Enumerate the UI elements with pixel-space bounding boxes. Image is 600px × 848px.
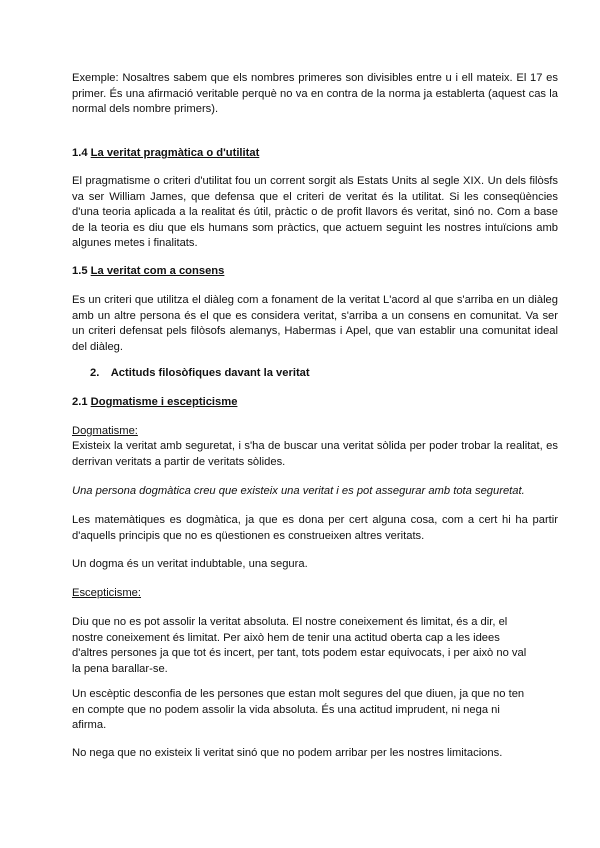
text-line: Un escèptic desconfia de les persones que estan molt segures del que diuen, ja que no ten [72, 688, 525, 700]
section-number: 1.4 [72, 147, 88, 159]
intro-example-paragraph: Exemple: Nosaltres sabem que els nombres primeres son divisibles entre u i ell mateix. El 17 es primer. És una afirmació veritable perquè no va en contra de la norma ja establerta (aquest cas la normal dels nombre primers). [72, 72, 558, 115]
skepticism-body [72, 615, 558, 677]
section-title: Actituds filosòfiques davant la veritat [110, 367, 310, 379]
section-number: 2.1 [72, 396, 88, 408]
section-2-heading [90, 366, 550, 382]
section-title: Dogmatisme i escepticisme [90, 396, 238, 408]
text-line: Diu que no es pot assolir la veritat absoluta. El nostre coneixement és limitat, és a dir, el [72, 616, 508, 628]
text-line: afirma. [72, 719, 107, 731]
dogmatism-example: Una persona dogmàtica creu que existeix una veritat i es pot assegurar amb tota seguretat. [72, 485, 525, 497]
dogma-definition: Un dogma és un veritat indubtable, una segura. [72, 558, 308, 570]
closing-paragraph: No nega que no existeix li veritat sinó que no podem arribar per les nostres limitacions. [72, 747, 503, 759]
section-title: La veritat com a consens [90, 265, 225, 277]
dogmatism-label: Dogmatisme: [72, 425, 138, 437]
section-title: La veritat pragmàtica o d'utilitat [90, 147, 260, 159]
section-2-1-heading [72, 395, 558, 411]
section-1-5-body: Es un criteri que utilitza el diàleg com a fonament de la veritat L'acord al que s'arriba en un diàleg amb un altre persona és el que es considera veritat, s'arriba a un consens en comunitat. Va ser un criteri defensat pels filòsofs alemanys, Habermas i Apel, que van establir una comunitat ideal del diàleg. [72, 294, 558, 353]
skeptic-paragraph [72, 687, 558, 734]
text-line: la pena barallar-se. [72, 662, 168, 675]
text-line: d'altres persones ja que tot és incert, per tant, tots podem estar equivocats, i per això no val [72, 647, 527, 659]
section-1-4-body: El pragmatisme o criteri d'utilitat fou un corrent sorgit als Estats Units al segle XIX. Un dels filòsfs va ser William James, que defensa que el criteri de veritat és la utilitat. Si les conseqüències d'una teoria aplicada a la realitat és útil, pràctic o de profit llavors és veritat, sinó no. Com a base de la teoria es diu que els humans som pràctics, que actuem seguint les nostres intuïcions amb algunes metes i finalitats. [72, 175, 558, 249]
dogmatism-math-paragraph: Les matemàtiques es dogmàtica, ja que es dona per cert alguna cosa, com a cert hi ha partir d'aquells principis que no es qüestionen es construeixen altres veritats. [72, 514, 558, 542]
section-number: 1.5 [72, 265, 88, 277]
text-line: nostre coneixement és limitat. Per això hem de tenir una actitud oberta cap a les idees [72, 631, 500, 644]
text-line: en compte que no podem assolir la vida absoluta. És una actitud imprudent, ni nega ni [72, 703, 500, 716]
section-1-4-heading [72, 146, 558, 162]
section-number: 2. [90, 367, 100, 379]
dogmatism-body: Existeix la veritat amb seguretat, i s'ha de buscar una veritat sòlida per poder trobar la realitat, es derrivan veritats a partir de veritats sòlides. [72, 440, 558, 468]
section-1-5-heading [72, 264, 558, 280]
skepticism-label: Escepticisme: [72, 587, 142, 599]
